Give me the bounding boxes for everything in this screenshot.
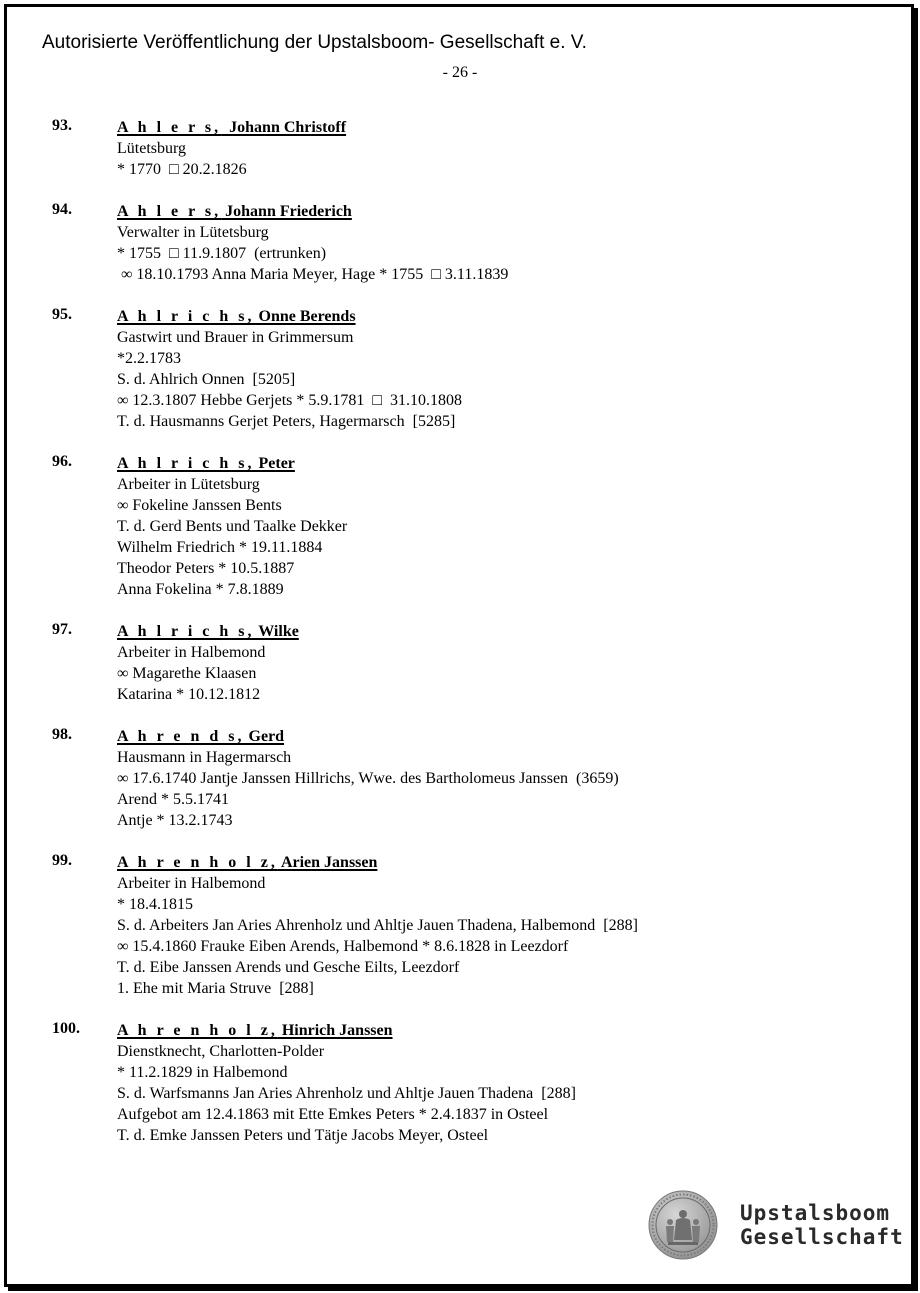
entry-name-line	[117, 852, 872, 873]
entry-name-line	[117, 1020, 872, 1041]
entry-detail-line: ∞ 15.4.1860 Frauke Eiben Arends, Halbemond * 8.6.1828 in Leezdorf	[117, 938, 569, 955]
entry-detail-line: Katarina * 10.12.1812	[117, 686, 261, 703]
entry-detail-line: Gastwirt und Brauer in Grimmersum	[117, 329, 354, 346]
entry-detail-line: Wilhelm Friedrich * 19.11.1884	[117, 539, 323, 556]
entry-detail-line: Theodor Peters * 10.5.1887	[117, 560, 295, 577]
entry-name	[117, 203, 352, 220]
entry-given-name: Hinrich Janssen	[277, 1022, 393, 1039]
entry-body	[117, 621, 872, 705]
entry-body	[117, 453, 872, 600]
entry-given-name: Peter	[254, 455, 295, 472]
logo-text	[740, 1201, 904, 1249]
entry-name	[117, 119, 346, 136]
entry-detail-line: Verwalter in Lütetsburg	[117, 224, 269, 241]
entry-number: 98.	[52, 726, 72, 743]
entry-name-line	[117, 726, 872, 747]
entry-detail-line: Aufgebot am 12.4.1863 mit Ette Emkes Peters * 2.4.1837 in Osteel	[117, 1106, 549, 1123]
entry-surname: A h r e n h o l z,	[117, 854, 278, 871]
entry-detail-line: Arbeiter in Halbemond	[117, 875, 266, 892]
entry-detail-line: T. d. Gerd Bents und Taalke Dekker	[117, 518, 348, 535]
entry-name	[117, 854, 377, 871]
entry-detail-line: Dienstknecht, Charlotten-Polder	[117, 1043, 325, 1060]
entry-body	[117, 201, 872, 285]
entry-body	[117, 852, 872, 999]
entry-surname: A h r e n d s,	[117, 728, 245, 745]
entry-number: 97.	[52, 621, 72, 638]
entry-detail-line: ∞ 18.10.1793 Anna Maria Meyer, Hage * 1755 □ 3.11.1839	[117, 266, 509, 283]
seal-icon	[648, 1190, 718, 1260]
entry-name	[117, 623, 299, 640]
entry-detail-line: * 1770 □ 20.2.1826	[117, 161, 247, 178]
genealogy-entry	[52, 117, 872, 180]
entry-detail-line: ∞ 17.6.1740 Jantje Janssen Hillrichs, Wwe. des Bartholomeus Janssen (3659)	[117, 770, 619, 787]
logo-line-1: Upstalsboom	[740, 1201, 891, 1225]
genealogy-entry	[52, 201, 872, 285]
entry-detail-line: ∞ 12.3.1807 Hebbe Gerjets * 5.9.1781 □ 31.10.1808	[117, 392, 463, 409]
entry-detail-line: T. d. Eibe Janssen Arends und Gesche Eilts, Leezdorf	[117, 959, 460, 976]
entry-given-name: Onne Berends	[254, 308, 356, 325]
entry-surname: A h l e r s,	[117, 119, 222, 136]
entry-name-line	[117, 306, 872, 327]
entry-body	[117, 726, 872, 831]
entry-number: 96.	[52, 453, 72, 470]
entry-detail-line: Hausmann in Hagermarsch	[117, 749, 292, 766]
genealogy-entry	[52, 1020, 872, 1146]
entry-number: 94.	[52, 201, 72, 218]
logo-line-2: Gesellschaft	[740, 1225, 904, 1249]
entry-detail-line: *2.2.1783	[117, 350, 181, 367]
entry-detail-line: S. d. Arbeiters Jan Aries Ahrenholz und Ahltje Jauen Thadena, Halbemond [288]	[117, 917, 638, 934]
entry-detail-line: ∞ Fokeline Janssen Bents	[117, 497, 282, 514]
entry-detail-line: Arbeiter in Lütetsburg	[117, 476, 260, 493]
entry-detail-line: Arbeiter in Halbemond	[117, 644, 266, 661]
entry-name	[117, 728, 284, 745]
entry-detail-line: T. d. Hausmanns Gerjet Peters, Hagermarsch [5285]	[117, 413, 456, 430]
entry-name	[117, 308, 356, 325]
genealogy-entry	[52, 306, 872, 432]
entry-detail-line: S. d. Ahlrich Onnen [5205]	[117, 371, 296, 388]
entry-number: 99.	[52, 852, 72, 869]
page-number: - 26 -	[442, 64, 478, 81]
entry-given-name: Gerd	[244, 728, 285, 745]
entry-list	[52, 117, 872, 1167]
entry-detail-line: * 18.4.1815	[117, 896, 193, 913]
entry-given-name: Johann Christoff	[221, 119, 347, 136]
entry-detail-line: Lütetsburg	[117, 140, 187, 157]
entry-number: 93.	[52, 117, 72, 134]
entry-detail-line: * 1755 □ 11.9.1807 (ertrunken)	[117, 245, 327, 262]
entry-name	[117, 1022, 393, 1039]
genealogy-entry	[52, 453, 872, 600]
entry-detail-line: Anna Fokelina * 7.8.1889	[117, 581, 284, 598]
entry-detail-line: Arend * 5.5.1741	[117, 791, 229, 808]
entry-detail-line: * 11.2.1829 in Halbemond	[117, 1064, 288, 1081]
entry-body	[117, 1020, 872, 1146]
entry-name-line	[117, 201, 872, 222]
genealogy-entry	[52, 852, 872, 999]
entry-name-line	[117, 117, 872, 138]
entry-surname: A h l e r s,	[117, 203, 222, 220]
entry-name	[117, 455, 295, 472]
genealogy-entry	[52, 621, 872, 705]
entry-surname: A h l r i c h s,	[117, 623, 255, 640]
page-header: Autorisierte Veröffentlichung der Upstalsboom- Gesellschaft e. V.	[42, 32, 587, 53]
entry-detail-line: T. d. Emke Janssen Peters und Tätje Jacobs Meyer, Osteel	[117, 1127, 489, 1144]
entry-surname: A h r e n h o l z,	[117, 1022, 278, 1039]
entry-detail-line: Antje * 13.2.1743	[117, 812, 233, 829]
entry-detail-line: 1. Ehe mit Maria Struve [288]	[117, 980, 314, 997]
entry-name-line	[117, 621, 872, 642]
entry-number: 95.	[52, 306, 72, 323]
society-logo	[648, 1190, 904, 1260]
entry-given-name: Arien Janssen	[277, 854, 378, 871]
entry-given-name: Johann Friederich	[221, 203, 352, 220]
entry-detail-line: ∞ Magarethe Klaasen	[117, 665, 257, 682]
entry-number: 100.	[52, 1020, 80, 1037]
genealogy-entry	[52, 726, 872, 831]
entry-given-name: Wilke	[254, 623, 299, 640]
entry-surname: A h l r i c h s,	[117, 308, 255, 325]
entry-body	[117, 306, 872, 432]
entry-detail-line: S. d. Warfsmanns Jan Aries Ahrenholz und Ahltje Jauen Thadena [288]	[117, 1085, 576, 1102]
entry-surname: A h l r i c h s,	[117, 455, 255, 472]
entry-body	[117, 117, 872, 180]
entry-name-line	[117, 453, 872, 474]
